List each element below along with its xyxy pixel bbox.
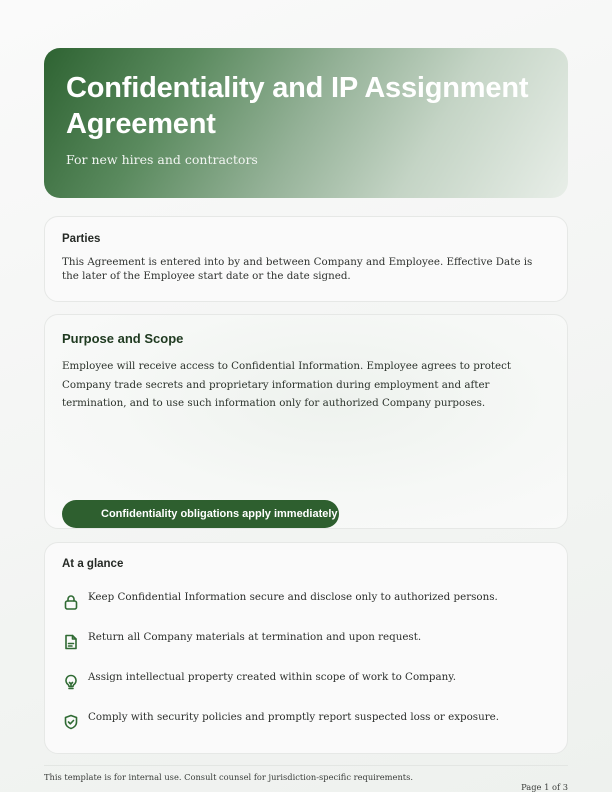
parties-body: This Agreement is entered into by and between Company and Employee. Effective Date is the later of the Employee start date or the date signed.	[62, 256, 533, 282]
parties-section	[44, 216, 568, 302]
glance-item-text: Comply with security policies and promptly report suspected loss or exposure.	[88, 711, 500, 723]
lock-icon	[62, 593, 80, 611]
header-banner	[44, 48, 568, 198]
parties-heading: Parties	[62, 233, 101, 245]
document-icon	[62, 633, 80, 651]
glance-item-text: Assign intellectual property created within scope of work to Company.	[88, 671, 456, 683]
at-a-glance-section	[44, 542, 568, 754]
purpose-heading: Purpose and Scope	[62, 331, 184, 346]
footer-divider	[44, 765, 568, 766]
purpose-section	[44, 314, 568, 529]
confidentiality-badge: Confidentiality obligations apply immediately	[62, 500, 339, 528]
glance-item-text: Keep Confidential Information secure and disclose only to authorized persons.	[88, 591, 498, 603]
glance-item	[62, 591, 552, 611]
purpose-body: Employee will receive access to Confidential Information. Employee agrees to protect Company trade secrets and proprietary information during employment and after termination, and to use such information only for authorized Company purposes.	[62, 360, 512, 409]
glance-heading: At a glance	[62, 558, 124, 570]
document-title: Confidentiality and IP Assignment Agreement	[66, 72, 529, 140]
document-subtitle: For new hires and contractors	[66, 152, 258, 167]
shield-check-icon	[62, 713, 80, 731]
page-number: Page 1 of 3	[521, 782, 568, 792]
glance-item-text: Return all Company materials at termination and upon request.	[88, 631, 422, 643]
lightbulb-icon	[62, 673, 80, 691]
glance-item	[62, 631, 552, 651]
footer-note: This template is for internal use. Consult counsel for jurisdiction-specific requirements.	[44, 772, 414, 782]
glance-item	[62, 711, 552, 731]
glance-item	[62, 671, 552, 691]
